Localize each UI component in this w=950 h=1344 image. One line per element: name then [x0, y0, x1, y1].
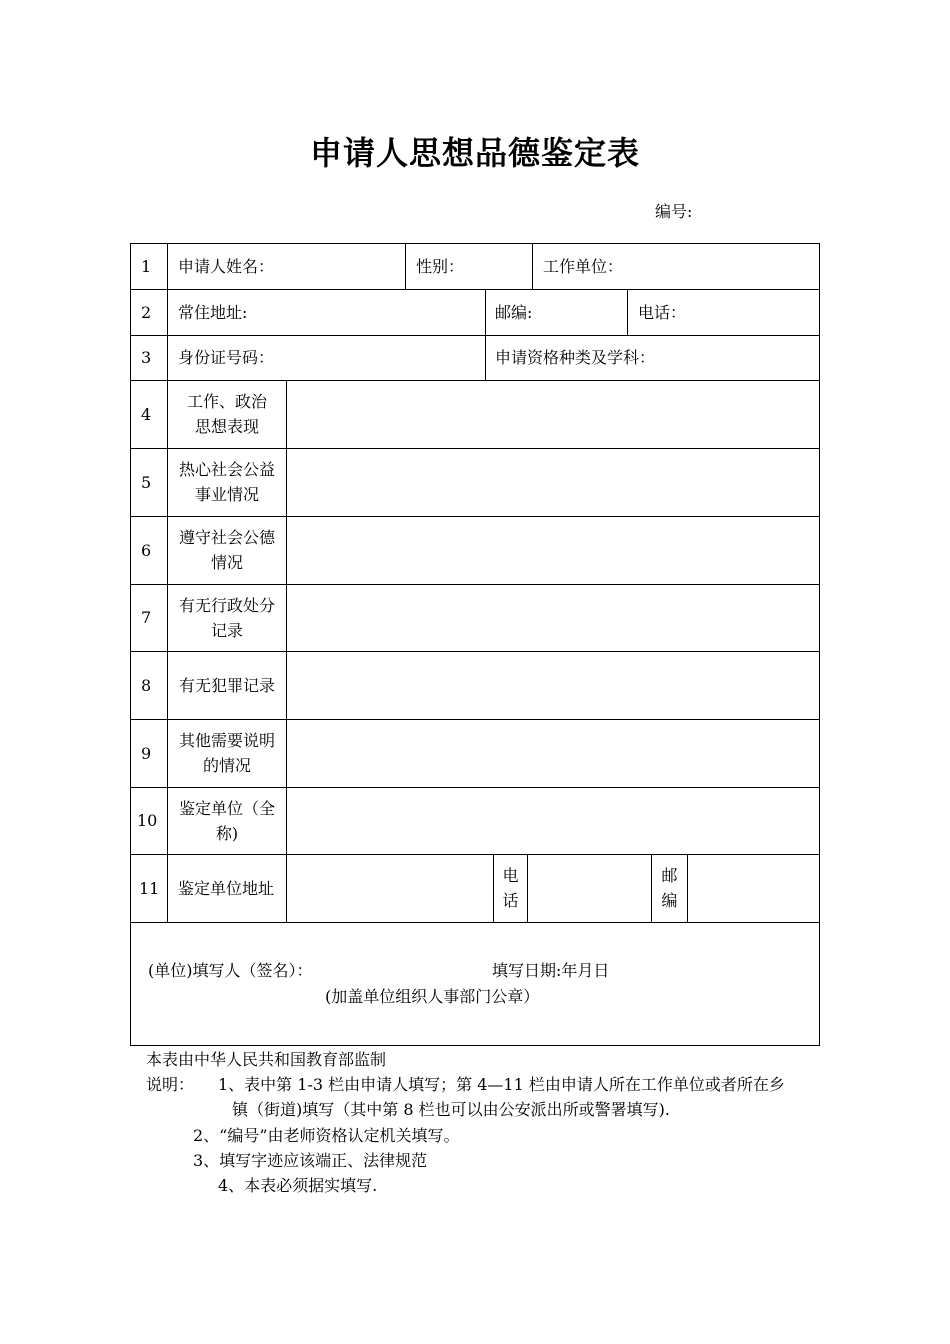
- page-title: 申请人思想品德鉴定表: [309, 134, 640, 172]
- instructions-label: 说明：: [146, 1075, 195, 1094]
- label-line: 事业情况: [194, 485, 259, 504]
- row-number: 10: [137, 811, 158, 830]
- label-line: 热心社会公益: [178, 460, 275, 479]
- phone-field[interactable]: 电话：: [638, 302, 687, 322]
- column-divider: [405, 244, 406, 289]
- work-political-performance-field[interactable]: [287, 380, 819, 448]
- supervision-note: 本表由中华人民共和国教育部监制: [146, 1050, 387, 1069]
- label-line: 思想表现: [194, 417, 259, 436]
- unit-postcode-label: [652, 854, 687, 922]
- postcode-field[interactable]: 邮编:: [495, 302, 533, 322]
- row-number: 4: [141, 404, 152, 424]
- evaluating-unit-field[interactable]: [287, 787, 819, 854]
- work-political-performance-label: [168, 380, 286, 448]
- evaluating-unit-label: [168, 787, 286, 854]
- instruction-item-1: 1、表中第 1-3 栏由申请人填写；第 4—11 栏由申请人所在工作单位或者所在乡: [218, 1075, 785, 1094]
- home-address-field[interactable]: 常住地址:: [178, 302, 248, 322]
- social-morality-field[interactable]: [287, 516, 819, 584]
- evaluation-form-table: [130, 243, 820, 1046]
- other-notes-field[interactable]: [287, 719, 819, 787]
- employer-field[interactable]: 工作单位：: [543, 257, 624, 276]
- label-line: 鉴定单位（全: [178, 798, 275, 818]
- instruction-item-1-cont: 镇（街道)填写（其中第 8 栏也可以由公安派出所或警署填写).: [232, 1100, 670, 1119]
- other-notes-label: [168, 719, 286, 787]
- evaluating-unit-address-label: 鉴定单位地址: [178, 878, 275, 898]
- row-number: 3: [141, 348, 152, 367]
- row-divider: [131, 922, 819, 923]
- unit-postcode-field[interactable]: [688, 854, 819, 922]
- label-line: 话: [502, 891, 519, 910]
- administrative-sanction-field[interactable]: [287, 584, 819, 651]
- row-number: 8: [141, 675, 152, 695]
- row-number: 1: [141, 257, 152, 276]
- criminal-record-field[interactable]: [287, 651, 819, 719]
- label-line: 有无行政处分: [178, 595, 275, 615]
- official-seal-note: (加盖单位组织人事部门公章）: [325, 987, 540, 1006]
- criminal-record-label: [168, 651, 286, 719]
- row-number: 6: [141, 540, 152, 560]
- public-welfare-field[interactable]: [287, 448, 819, 516]
- label-line: 有无犯罪记录: [178, 675, 275, 695]
- label-line: 其他需要说明: [178, 731, 275, 750]
- gender-field[interactable]: 性别：: [416, 257, 465, 276]
- label-line: 工作、政治: [186, 392, 267, 411]
- qualification-subject-field[interactable]: 申请资格种类及学科：: [495, 348, 656, 367]
- column-divider: [627, 289, 628, 335]
- label-line: 称): [215, 823, 239, 843]
- label-line: 记录: [210, 620, 243, 640]
- instruction-item-4: 4、本表必须据实填写.: [218, 1176, 378, 1195]
- id-number-field[interactable]: 身份证号码：: [178, 348, 275, 367]
- label-line: 电: [502, 866, 519, 885]
- column-divider: [532, 244, 533, 289]
- filler-signature-label: (单位)填写人（签名）：: [148, 961, 313, 980]
- evaluating-unit-address-field[interactable]: [287, 854, 493, 922]
- unit-phone-label: [494, 854, 527, 922]
- applicant-name-field[interactable]: 申请人姓名：: [178, 257, 275, 276]
- social-morality-label: [168, 516, 286, 584]
- row-number: 9: [141, 743, 152, 763]
- label-line: 的情况: [202, 756, 251, 775]
- label-line: 情况: [210, 553, 243, 572]
- instruction-item-2: 2、“编号”由老师资格认定机关填写。: [193, 1126, 460, 1145]
- label-line: 邮: [661, 866, 678, 885]
- row-number: 7: [141, 608, 152, 627]
- row-number: 5: [141, 472, 152, 492]
- label-line: 遵守社会公德: [178, 528, 275, 547]
- fill-date-label: 填写日期:年月日: [492, 961, 610, 980]
- instruction-item-3: 3、填写字迹应该端正、法律规范: [193, 1151, 428, 1170]
- public-welfare-label: [168, 448, 286, 516]
- label-line: 编: [661, 891, 678, 910]
- column-divider: [485, 289, 486, 380]
- unit-phone-field[interactable]: [528, 854, 651, 922]
- row-number: 11: [139, 878, 160, 898]
- serial-number-label: 编号:: [655, 202, 693, 221]
- row-number: 2: [141, 302, 152, 322]
- administrative-sanction-label: [168, 584, 286, 651]
